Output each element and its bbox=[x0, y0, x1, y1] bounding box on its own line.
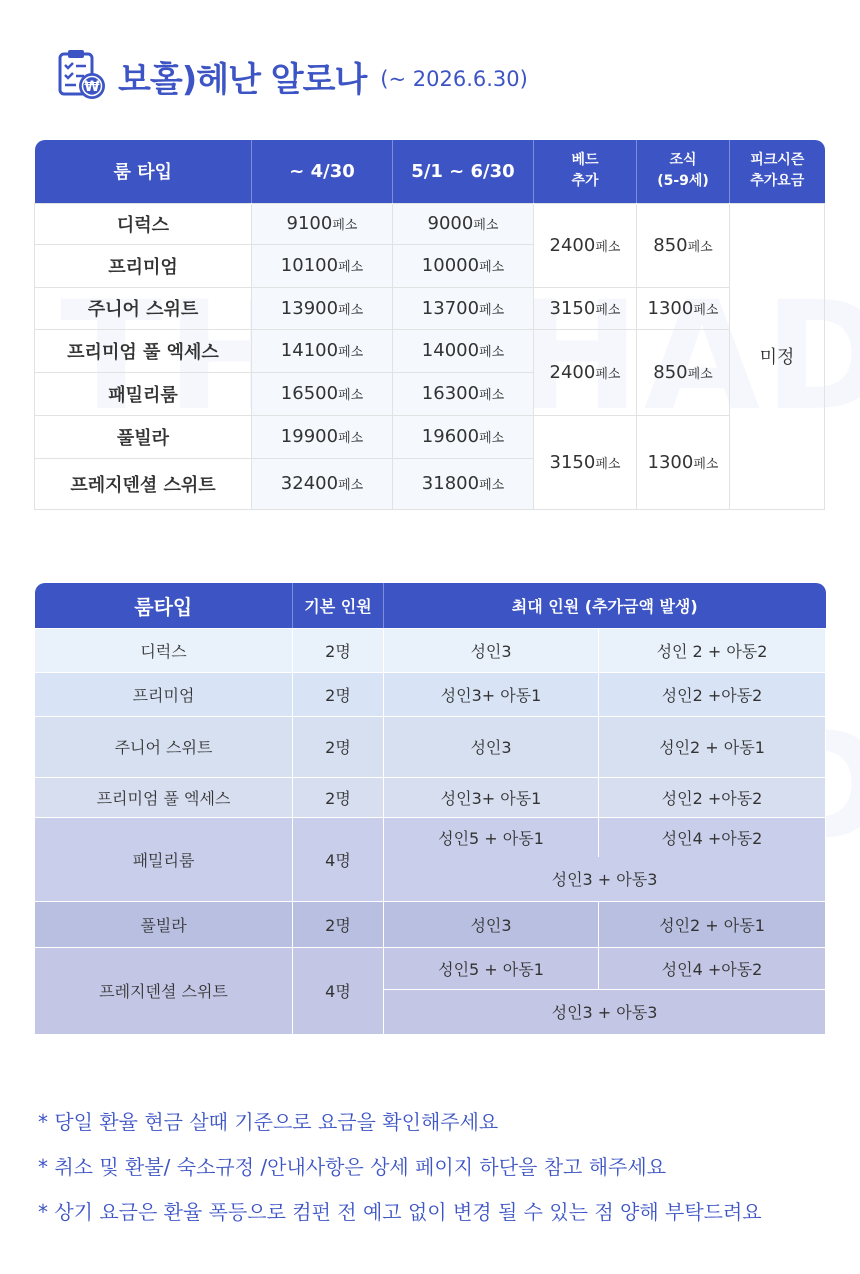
room-name: 프리미엄 bbox=[35, 672, 293, 716]
table-row bbox=[35, 415, 825, 458]
col-period-2: 5/1 ~ 6/30 bbox=[393, 140, 534, 203]
price-cell: 9100페소 bbox=[252, 203, 393, 244]
capacity-table-header bbox=[35, 583, 826, 628]
page-title: 보홀)헤난 알로나 bbox=[118, 59, 367, 100]
room-name: 패밀리룸 bbox=[35, 817, 293, 901]
table-row bbox=[35, 672, 826, 716]
price-table bbox=[34, 140, 825, 510]
table-row bbox=[35, 287, 825, 329]
col-extra-bed: 베드 추가 bbox=[534, 140, 637, 203]
price-cell: 31800페소 bbox=[393, 458, 534, 509]
max-option: 성인2 + 아동1 bbox=[599, 716, 826, 777]
col-peak-surcharge: 피크시즌 추가요금 bbox=[730, 140, 825, 203]
svg-text:₩: ₩ bbox=[84, 79, 100, 95]
base-occupancy: 2명 bbox=[293, 716, 384, 777]
max-option: 성인3+ 아동1 bbox=[384, 777, 599, 817]
extra-bed-cell: 3150페소 bbox=[534, 287, 637, 329]
room-name: 풀빌라 bbox=[35, 901, 293, 947]
price-cell: 10100페소 bbox=[252, 244, 393, 287]
peak-cell: 미정 bbox=[730, 203, 825, 509]
room-name: 주니어 스위트 bbox=[35, 716, 293, 777]
max-option: 성인3 + 아동3 bbox=[384, 857, 826, 901]
price-cell: 14000페소 bbox=[393, 329, 534, 372]
note-cancellation: * 취소 및 환불/ 숙소규정 /안내사항은 상세 페이지 하단을 참고 해주세요 bbox=[38, 1155, 667, 1179]
max-option: 성인2 +아동2 bbox=[599, 777, 826, 817]
price-cell: 14100페소 bbox=[252, 329, 393, 372]
table-row bbox=[35, 777, 826, 817]
note-price-change: * 상기 요금은 환율 폭등으로 컴펀 전 예고 없이 변경 될 수 있는 점 양해 부탁드려요 bbox=[38, 1200, 762, 1224]
price-cell: 19900페소 bbox=[252, 415, 393, 458]
max-option: 성인5 + 아동1 bbox=[384, 947, 599, 989]
price-cell: 10000페소 bbox=[393, 244, 534, 287]
breakfast-cell: 850페소 bbox=[637, 203, 730, 287]
room-name: 프레지덴셜 스위트 bbox=[35, 947, 293, 1034]
max-option: 성인3 bbox=[384, 716, 599, 777]
price-cell: 13900페소 bbox=[252, 287, 393, 329]
max-option: 성인 2 + 아동2 bbox=[599, 628, 826, 672]
room-name: 프레지덴셜 스위트 bbox=[35, 458, 252, 509]
price-cell: 32400페소 bbox=[252, 458, 393, 509]
extra-bed-cell: 2400페소 bbox=[534, 329, 637, 415]
page-header bbox=[54, 48, 528, 104]
col-room-type: 룸타입 bbox=[35, 583, 293, 628]
table-row bbox=[35, 329, 825, 372]
max-option: 성인4 +아동2 bbox=[599, 817, 826, 857]
max-option: 성인3+ 아동1 bbox=[384, 672, 599, 716]
note-exchange-rate: * 당일 환율 현금 살때 기준으로 요금을 확인해주세요 bbox=[38, 1110, 499, 1134]
base-occupancy: 2명 bbox=[293, 672, 384, 716]
price-cell: 19600페소 bbox=[393, 415, 534, 458]
room-name: 디럭스 bbox=[35, 628, 293, 672]
max-option: 성인3 bbox=[384, 628, 599, 672]
table-row bbox=[35, 817, 826, 857]
capacity-table bbox=[34, 583, 826, 1035]
price-table-header bbox=[35, 140, 825, 203]
table-row bbox=[35, 716, 826, 777]
max-option: 성인5 + 아동1 bbox=[384, 817, 599, 857]
base-occupancy: 4명 bbox=[293, 947, 384, 1034]
base-occupancy: 2명 bbox=[293, 628, 384, 672]
table-row bbox=[35, 901, 826, 947]
room-name: 패밀리룸 bbox=[35, 372, 252, 415]
col-max-occupancy: 최대 인원 (추가금액 발생) bbox=[384, 583, 826, 628]
col-period-1: ~ 4/30 bbox=[252, 140, 393, 203]
base-occupancy: 4명 bbox=[293, 817, 384, 901]
page-subtitle: (~ 2026.6.30) bbox=[380, 67, 528, 91]
room-name: 프리미엄 bbox=[35, 244, 252, 287]
price-cell: 9000페소 bbox=[393, 203, 534, 244]
max-option: 성인3 bbox=[384, 901, 599, 947]
room-name: 프리미엄 풀 엑세스 bbox=[35, 777, 293, 817]
col-room-type: 룸 타입 bbox=[35, 140, 252, 203]
breakfast-cell: 1300페소 bbox=[637, 415, 730, 509]
base-occupancy: 2명 bbox=[293, 777, 384, 817]
base-occupancy: 2명 bbox=[293, 901, 384, 947]
breakfast-cell: 1300페소 bbox=[637, 287, 730, 329]
extra-bed-cell: 2400페소 bbox=[534, 203, 637, 287]
max-option: 성인2 + 아동1 bbox=[599, 901, 826, 947]
room-name: 주니어 스위트 bbox=[35, 287, 252, 329]
col-base-occupancy: 기본 인원 bbox=[293, 583, 384, 628]
room-name: 풀빌라 bbox=[35, 415, 252, 458]
max-option: 성인3 + 아동3 bbox=[384, 989, 826, 1034]
clipboard-won-icon bbox=[54, 48, 110, 104]
room-name: 디럭스 bbox=[35, 203, 252, 244]
extra-bed-cell: 3150페소 bbox=[534, 415, 637, 509]
notes-section bbox=[38, 1102, 762, 1237]
table-row bbox=[35, 203, 825, 244]
max-option: 성인2 +아동2 bbox=[599, 672, 826, 716]
table-row bbox=[35, 947, 826, 989]
col-breakfast: 조식 (5-9세) bbox=[637, 140, 730, 203]
price-cell: 13700페소 bbox=[393, 287, 534, 329]
price-cell: 16500페소 bbox=[252, 372, 393, 415]
breakfast-cell: 850페소 bbox=[637, 329, 730, 415]
price-cell: 16300페소 bbox=[393, 372, 534, 415]
room-name: 프리미엄 풀 엑세스 bbox=[35, 329, 252, 372]
table-row bbox=[35, 628, 826, 672]
max-option: 성인4 +아동2 bbox=[599, 947, 826, 989]
